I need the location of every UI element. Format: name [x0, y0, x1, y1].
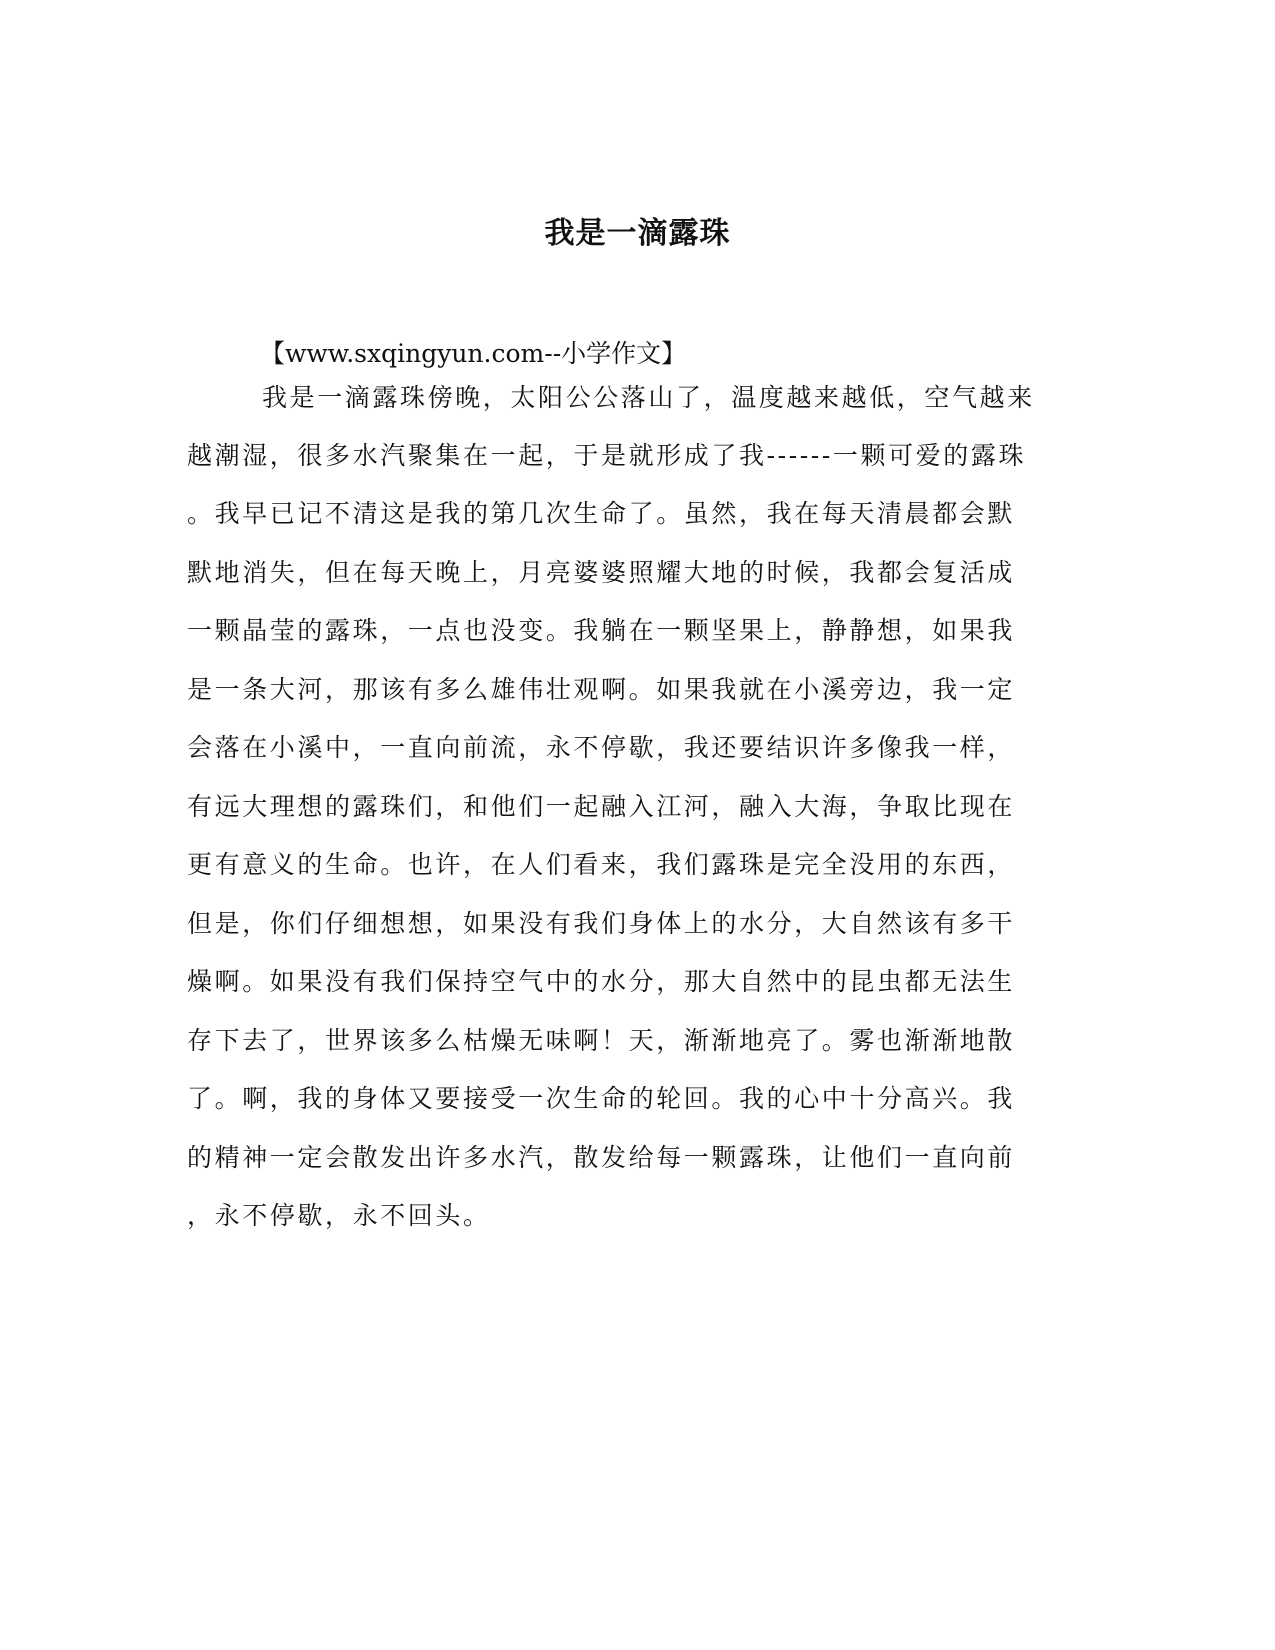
body-line-12: 存下去了，世界该多么枯燥无味啊！天，渐渐地亮了。雾也渐渐地散 [187, 1026, 1016, 1055]
body-line-13: 了。啊，我的身体又要接受一次生命的轮回。我的心中十分高兴。我 [187, 1084, 1016, 1113]
body-line-2: 越潮湿，很多水汽聚集在一起，于是就形成了我------一颗可爱的露珠 [187, 441, 1027, 470]
body-line-10: 但是，你们仔细想想，如果没有我们身体上的水分，大自然该有多干 [187, 909, 1016, 938]
body-line-3: 。我早已记不清这是我的第几次生命了。虽然，我在每天清晨都会默 [187, 499, 1016, 528]
body-line-5: 一颗晶莹的露珠，一点也没变。我躺在一颗坚果上，静静想，如果我 [187, 616, 1016, 645]
body-line-11: 燥啊。如果没有我们保持空气中的水分，那大自然中的昆虫都无法生 [187, 967, 1016, 996]
body-line-7: 会落在小溪中，一直向前流，永不停歇，我还要结识许多像我一样， [187, 733, 1016, 762]
body-line-4: 默地消失，但在每天晚上，月亮婆婆照耀大地的时候，我都会复活成 [187, 558, 1016, 587]
body-line-9: 更有意义的生命。也许，在人们看来，我们露珠是完全没用的东西， [187, 850, 1016, 879]
source-line: 【www.sxqingyun.com--小学作文】 [260, 339, 687, 368]
body-line-15: ，永不停歇，永不回头。 [187, 1201, 491, 1230]
body-line-8: 有远大理想的露珠们，和他们一起融入江河，融入大海，争取比现在 [187, 792, 1016, 821]
body-line-1: 我是一滴露珠傍晚，太阳公公落山了，温度越来越低，空气越来 [262, 383, 1035, 412]
body-line-14: 的精神一定会散发出许多水汽，散发给每一颗露珠，让他们一直向前 [187, 1143, 1016, 1172]
document-title: 我是一滴露珠 [544, 216, 731, 251]
body-line-6: 是一条大河，那该有多么雄伟壮观啊。如果我就在小溪旁边，我一定 [187, 675, 1016, 704]
